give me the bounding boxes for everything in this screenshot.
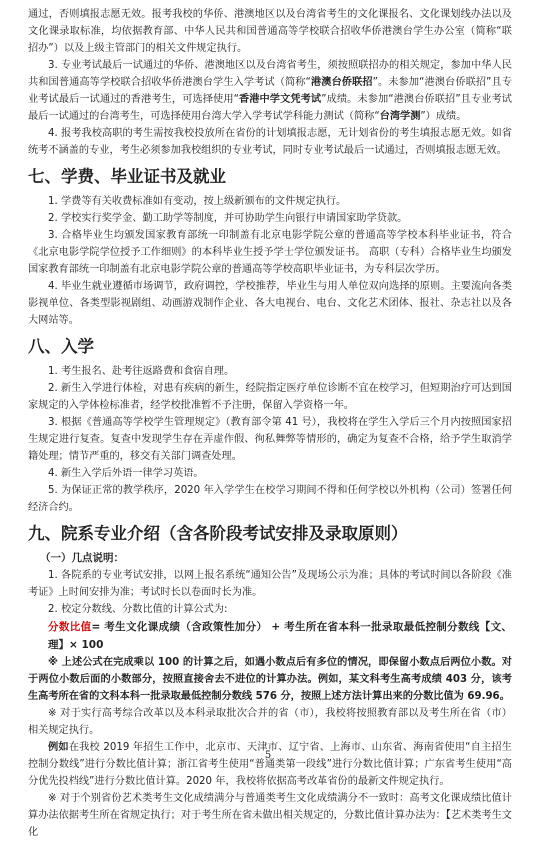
section-7-item: 1. 学费等有关收费标准如有变动，按上级新颁布的文件规定执行。 — [48, 196, 347, 207]
section-9-item-1: 1. 各院系的专业考试安排，以网上报名系统“通知公告”及现场公示为准；具体的考试时间以各阶段《准考证》上时间安排为准；考试时长以卷面时长为准。 — [28, 570, 512, 598]
rounding-note: ※ 上述公式在完成乘以 100 的计算之后，如遇小数点后有多位的情况，即保留小数点后两位小数。对于两位小数后面的小数部分，按照直接舍去不进位的计算办法。例如，某文科考生高考成绩 403 分，该考生高考所在省的文科本科一批录取最低控制分数线 576 分，按照上述方法计算出来的分数比值为 69.96。 — [28, 657, 512, 702]
example-paragraph: 例如在我校 2019 年招生工作中，北京市、天津市、辽宁省、上海市、山东省、海南省使用“自主招生控制分数线”进行分数比值计算；浙江省考生使用“普通类第一段线”进行分数比值计算；广东省考生使用“高分优先投档线”进行分数比值计算。2020 年，我校将依据高考改革省份的最新文件规定执行。 — [28, 742, 512, 787]
page-number: 5 — [264, 750, 272, 761]
intro-item-4: 4. 报考我校高职的考生需按我校投放所在省份的计划填报志愿，无计划省份的考生填报志愿无效。如省统考不涵盖的专业，考生必须参加我校组织的专业考试，同时专业考试最后一试通过，否则填报志愿无效。 — [28, 128, 512, 156]
document-page — [28, 6, 512, 841]
score-ratio-formula: 分数比值= 考生文化课成绩（含政策性加分） + 考生所在省本科一批录取最低控制分数线【文、理】× 100 — [48, 621, 513, 651]
section-7-item: 4. 毕业生就业遵循市场调节，政府调控，学校推荐，毕业生与用人单位双向选择的原则。主要流向各类影视单位、各类型影视剧组、动画游戏制作企业、各大电视台、电台、文化艺术团体、报社、杂志社以及各大网站等。 — [28, 281, 512, 326]
intro-continuation: 通过，否则填报志愿无效。报考我校的华侨、港澳地区以及台湾省考生的文化课报名、文化课划线办法以及文化课录取标准，均依据教育部、中华人民共和国普通高等学校联合招收华侨港澳台学生办公室（简称“联招办”）以及上级主管部门的相关文件规定执行。 — [28, 9, 512, 54]
section-8-item: 5. 为保证正常的教学秩序，2020 年入学学生在校学习期间不得和任何学校以外机构（公司）签署任何经济合约。 — [28, 485, 512, 513]
section-9-item-2: 2. 校定分数线、分数比值的计算公式为: — [48, 604, 228, 615]
intro-item-3: 3. 专业考试最后一试通过的华侨、港澳地区以及台湾省考生，须按照联招办的相关规定，参加中华人民共和国普通高等学校联合招收华侨港澳台学生入学考试（简称“港澳台侨联招”。未参加“港澳台侨联招”且专业考试最后一试通过的香港考生，可选择使用“香港中学文凭考试”成绩。未参加“港澳台侨联招”且专业考试最后一试通过的台湾考生，可选择使用台湾大学入学考试学科能力测试（简称“台湾学测”）成绩。 — [28, 60, 513, 122]
section-8-heading: 八、入学 — [28, 337, 94, 356]
section-8-item: 3. 根据《普通高等学校学生管理规定》（教育部令第 41 号），我校将在学生入学后三个月内按照国家招生规定进行复查。复查中发现学生存在弄虚作假、徇私舞弊等情形的，确定为复查不合格，给予学生取消学籍处理；情节严重的，移交有关部门调查处理。 — [28, 417, 512, 462]
section-8-item: 4. 新生入学后外语一律学习英语。 — [48, 468, 204, 479]
reform-note: ※ 对于实行高考综合改革以及本科录取批次合并的省（市），我校将按照教育部以及考生所在省（市）相关规定执行。 — [28, 708, 512, 736]
section-9-subheading: （一）几点说明： — [40, 552, 124, 564]
section-7-item: 2. 学校实行奖学金、勤工助学等制度，并可协助学生向银行申请国家助学贷款。 — [48, 213, 408, 224]
art-score-note: ※ 对于个别省份艺术类考生文化成绩满分与普通类考生文化成绩满分不一致时：高考文化课成绩比值计算办法依据考生所在省规定执行；对于考生所在省未做出相关规定的，分数比值计算办法为：【艺术类考生文化 — [28, 793, 512, 838]
section-9-heading: 九、院系专业介绍（含各阶段考试安排及录取原则） — [28, 524, 408, 543]
section-8-item: 1. 考生报名、赴考往返路费和食宿自理。 — [48, 366, 235, 377]
section-8-item: 2. 新生入学进行体检，对患有疾病的新生，经院指定医疗单位诊断不宜在校学习，但短期治疗可达到国家规定的入学体检标准者，经学校批准暂不予注册，保留入学资格一年。 — [28, 383, 512, 411]
section-7-item: 3. 合格毕业生均颁发国家教育部统一印制盖有北京电影学院公章的普通高等学校本科毕业证书，符合《北京电影学院学位授予工作细则》的本科毕业生授予学士学位颁发证书。 高职（专科）合格毕业生均颁发国家教育部统一印制盖有北京电影学院公章的普通高等学校高职毕业证书，为专科层次学历。 — [28, 230, 512, 275]
section-7-heading: 七、学费、毕业证书及就业 — [28, 167, 226, 186]
